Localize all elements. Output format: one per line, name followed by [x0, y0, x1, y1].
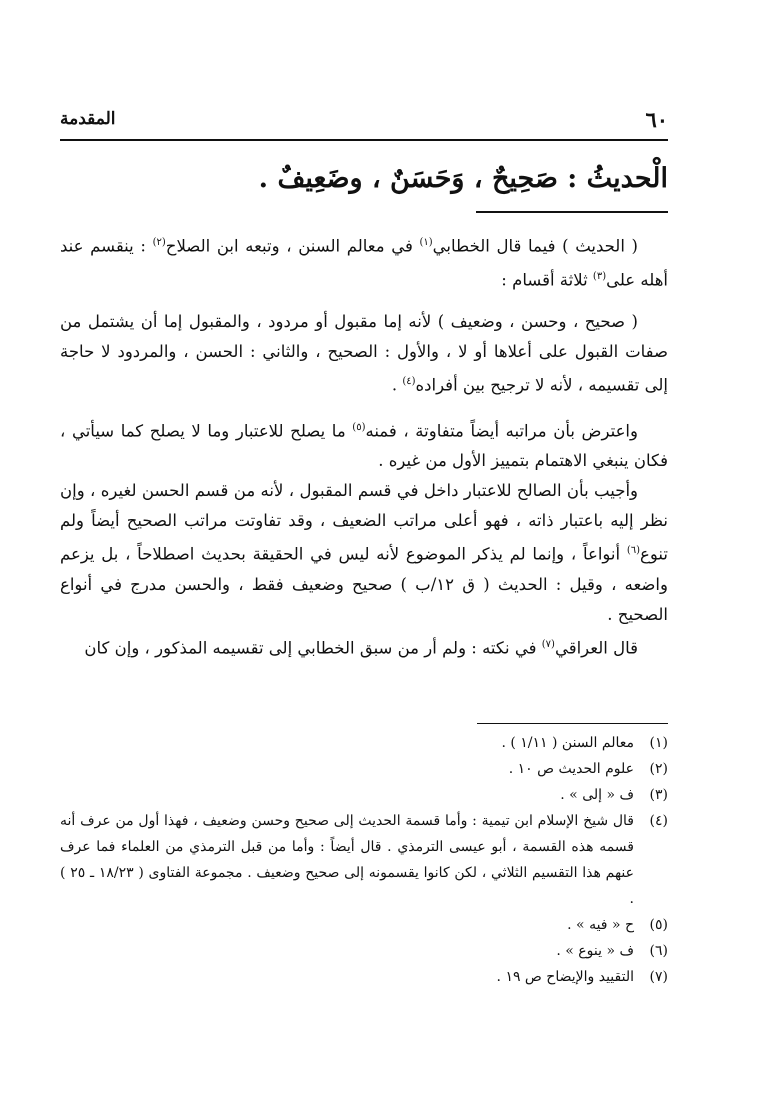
footnotes [60, 730, 668, 990]
footnote-ref: (٣) [592, 270, 607, 282]
header-rule [60, 139, 668, 141]
footnote-text: معالم السنن ( ١/١١ ) . [501, 735, 634, 751]
footnote-text: علوم الحديث ص ١٠ . [508, 761, 634, 777]
footnote-ref: (١) [419, 237, 433, 248]
paragraph [60, 413, 668, 477]
text-run: ثلاثة أقسام : [501, 270, 593, 289]
footnote-text: قال شيخ الإسلام ابن تيمية : وأما قسمة الحديث إلى صحيح وحسن وضعيف ، فهذا أول من عرف أنه قسمه هذه القسمة ، أبو عيسى الترمذي . قال أيضاً : وأما من قبل الترمذي من العلماء فما عرف عنهم هذا التقسيم الثلاثي ، لكن كانوا يقسمونه إلى صحيح وضعيف . مجموعة الفتاوى ( ١٨/٢٣ ـ ٢٥ ) . [60, 813, 634, 907]
footnote-number: (٣) [649, 787, 668, 803]
footnote-number: (١) [649, 735, 668, 751]
text-run: واعترض بأن مراتبه أيضاً متفاوتة ، فمنه [365, 421, 638, 440]
footnote [60, 756, 668, 782]
footnote-rule [477, 723, 668, 724]
footnote-number: (٢) [649, 761, 668, 777]
paragraph [60, 228, 668, 295]
text-run: ( صحيح ، وحسن ، وضعيف ) لأنه إما مقبول أو مردود ، والمقبول إما أن يشتمل من صفات القبول على أعلاها أو لا ، والأول : الصحيح ، والثاني : الحسن ، والمردود لا حاجة إلى تقسيمه ، لأنه لا ترجيح بين أفراده [60, 312, 668, 395]
text-run: أنواعاً ، وإنما لم يذكر الموضوع لأنه ليس في الحقيقة بحديث اصطلاحاً ، بل يزعم واضعه ، وقيل : الحديث ( ق ١٢/ب ) صحيح وضعيف فقط ، والحسن مدرج في أنواع الصحيح . [60, 544, 668, 624]
text-run: ( الحديث ) فيما قال الخطابي [432, 236, 638, 256]
paragraph [60, 630, 668, 664]
footnote-ref: (٢) [152, 237, 166, 248]
text-run: وأجيب بأن الصالح للاعتبار داخل في قسم المقبول ، لأنه من قسم الحسن لغيره ، وإن نظر إليه باعتبار ذاته ، فهو أعلى مراتب الضعيف ، وقد تفاوتت مراتب الصحيح أيضاً ولم تنوع [60, 481, 668, 564]
footnote-text: ح « فيه » . [567, 917, 634, 933]
footnote [60, 912, 668, 938]
footnote-number: (٤) [649, 813, 668, 829]
text-run: قال العراقي [554, 638, 638, 657]
footnote-ref: (٦) [626, 545, 641, 556]
footnote-number: (٥) [649, 917, 668, 933]
body-text [60, 228, 668, 663]
footnote [60, 808, 668, 912]
footnote-ref: (٥) [352, 421, 366, 433]
footnote-text: التقييد والإيضاح ص ١٩ . [496, 969, 634, 985]
text-run: : ينقسم عند أهله على [60, 236, 668, 289]
footnote-ref: (٧) [541, 638, 555, 650]
footnote [60, 782, 668, 808]
paragraph [60, 307, 668, 401]
footnote-ref: (٤) [402, 376, 416, 387]
footnote [60, 730, 668, 756]
text-run: . [391, 375, 403, 395]
page-number: ٦٠ [645, 106, 668, 132]
footnote-number: (٧) [649, 969, 668, 985]
footnote [60, 964, 668, 990]
title-rule [476, 211, 668, 213]
section-title: الْحديثُ : صَحِيحٌ ، وَحَسَنٌ ، وضَعِيفٌ . [258, 163, 668, 194]
footnote-number: (٦) [649, 943, 668, 959]
footnote [60, 938, 668, 964]
running-head: المقدمة [60, 109, 116, 129]
paragraph [60, 476, 668, 630]
page-header [60, 104, 668, 134]
text-run: ما يصلح للاعتبار وما لا يصلح كما سيأتي ، فكان ينبغي الاهتمام بتمييز الأول من غيره . [60, 421, 668, 470]
text-run: في نكته : ولم أر من سبق الخطابي إلى تقسيمه المذكور ، وإن كان [84, 638, 542, 657]
footnote-text: ف « ينوع » . [556, 943, 634, 959]
footnote-text: ف « إلى » . [560, 787, 634, 803]
text-run: في معالم السنن ، وتبعه ابن الصلاح [165, 236, 420, 256]
